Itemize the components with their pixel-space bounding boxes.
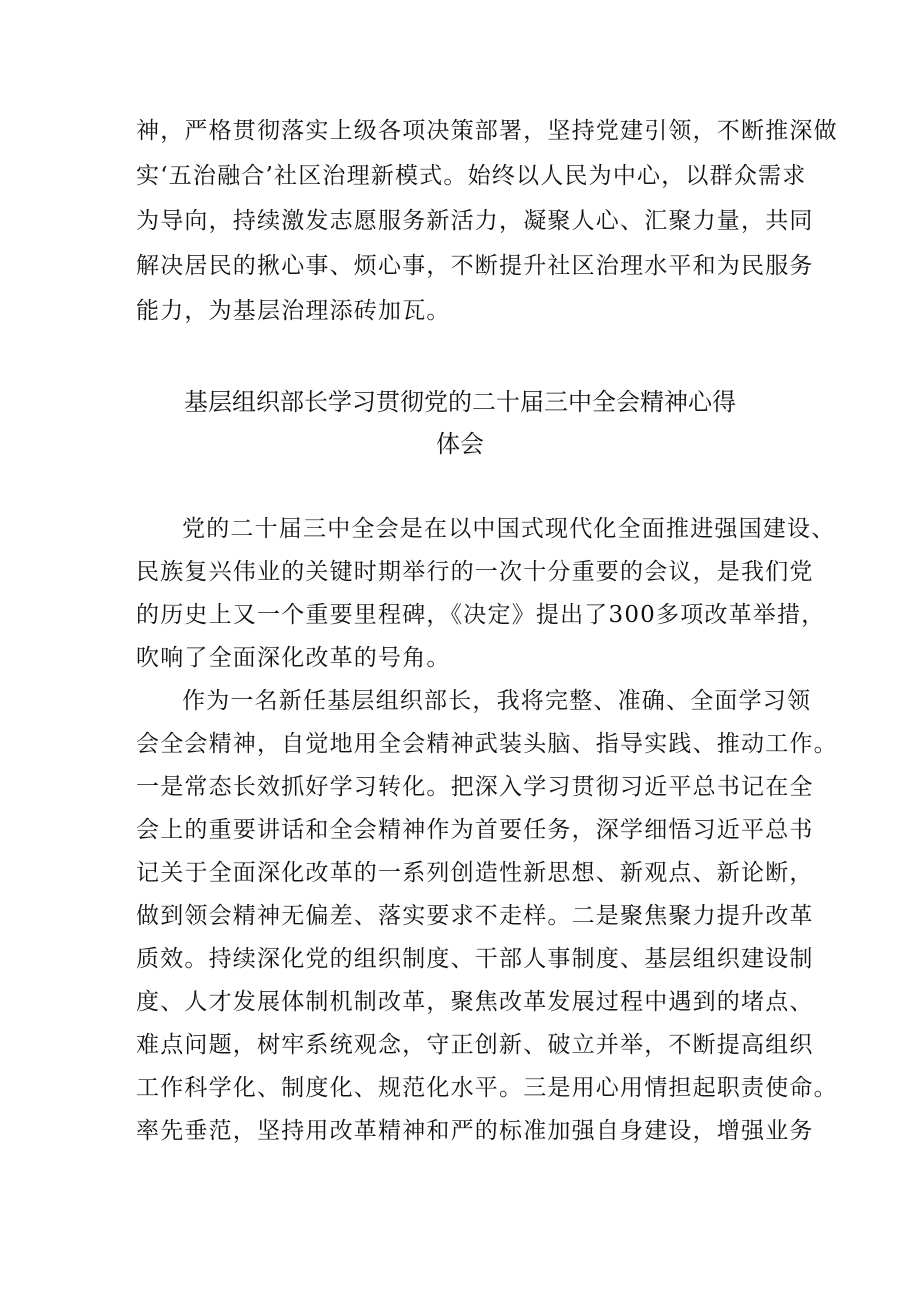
paragraph-line: 为导向，持续激发志愿服务新活力，凝聚人心、汇聚力量，共同 [136, 208, 814, 234]
paragraph-line: 工作科学化、制度化、规范化水平。三是用心用情担起职责使命。 [136, 1075, 838, 1101]
paragraph-line: 会全会精神，自觉地用全会精神武装头脑、指导实践、推动工作。 [136, 731, 838, 757]
paragraph-line: 吹响了全面深化改革的号角。 [136, 645, 451, 671]
paragraph-line: 能力，为基层治理添砖加瓦。 [136, 298, 451, 324]
paragraph-line: 率先垂范，坚持用改革精神和严的标准加强自身建设，增强业务 [136, 1118, 814, 1144]
paragraph-line: 质效。持续深化党的组织制度、干部人事制度、基层组织建设制 [136, 946, 814, 972]
paragraph-line: 解决居民的揪心事、烦心事，不断提升社区治理水平和为民服务 [136, 253, 814, 279]
paragraph-line: 记关于全面深化改革的一系列创造性新思想、新观点、新论断， [136, 860, 814, 886]
paragraph-line: 的历史上又一个重要里程碑，《决定》提出了300多项改革举措， [136, 602, 826, 628]
paragraph-line: 神，严格贯彻落实上级各项决策部署，坚持党建引领，不断推深做 [136, 118, 838, 144]
paragraph-line: 作为一名新任基层组织部长，我将完整、准确、全面学习领 [182, 688, 812, 714]
paragraph-line: 民族复兴伟业的关键时期举行的一次十分重要的会议，是我们党 [136, 559, 814, 585]
paragraph-line: 做到领会精神无偏差、落实要求不走样。二是聚焦聚力提升改革 [136, 903, 814, 929]
paragraph-line: 一是常态长效抓好学习转化。把深入学习贯彻习近平总书记在全 [136, 774, 814, 800]
paragraph-line: 度、人才发展体制机制改革，聚焦改革发展过程中遇到的堵点、 [136, 989, 814, 1015]
paragraph-line: 实‘五治融合’社区治理新模式。始终以人民为中心，以群众需求 [136, 163, 807, 189]
paragraph-line: 党的二十届三中全会是在以中国式现代化全面推进强国建设、 [182, 516, 836, 542]
article-title-line: 体会 [436, 430, 484, 458]
article-title-line: 基层组织部长学习贯彻党的二十届三中全会精神心得 [184, 388, 736, 416]
paragraph-line: 会上的重要讲话和全会精神作为首要任务，深学细悟习近平总书 [136, 817, 814, 843]
paragraph-line: 难点问题，树牢系统观念，守正创新、破立并举，不断提高组织 [136, 1032, 814, 1058]
